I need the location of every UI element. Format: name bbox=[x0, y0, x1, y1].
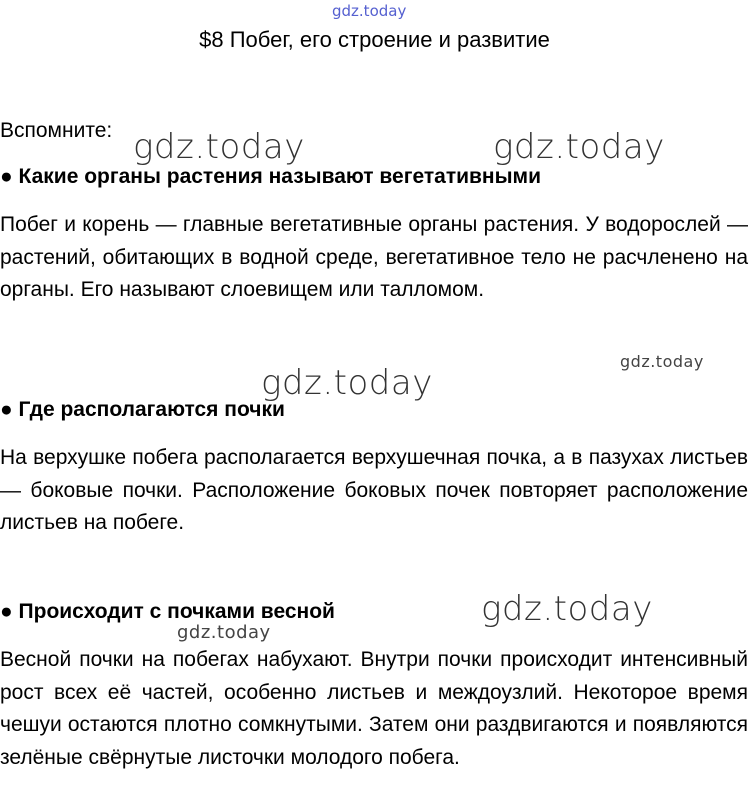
remember-label: Вспомните: bbox=[0, 119, 113, 142]
watermark-6: gdz.today bbox=[177, 622, 271, 643]
answer-1: Побег и корень — главные вегетативные органы растения. У водорослей — растений, обитающих в водной среде, вегетативное тело не расчленено на органы. Его называют слоевищем или талломом. bbox=[0, 213, 748, 301]
watermark-3: gdz.today bbox=[620, 352, 704, 371]
watermark-5: gdz.today bbox=[481, 589, 653, 629]
question-3: ● Происходит с почками весной bbox=[0, 600, 335, 623]
watermark-2: gdz.today bbox=[493, 127, 665, 167]
page-title: $8 Побег, его строение и развитие bbox=[199, 27, 550, 52]
watermark-4: gdz.today bbox=[261, 363, 433, 403]
question-2: ● Где располагаются почки bbox=[0, 398, 285, 421]
watermark-top: gdz.today bbox=[332, 2, 407, 20]
watermark-1: gdz.today bbox=[133, 127, 305, 167]
answer-2: На верхушке побега располагается верхушечная почка, а в пазухах листьев — боковые почки. Расположение боковых почек повторяет расположение листьев на побеге. bbox=[0, 446, 748, 534]
answer-3: Весной почки на побегах набухают. Внутри почки происходит интенсивный рост всех её частей, особенно листьев и междоузлий. Некоторое время чешуи остаются плотно сомкнутыми. Затем они раздвигаются и появляются зелёные свёрнутые листочки молодого побега. bbox=[0, 648, 748, 769]
question-1: ● Какие органы растения называют вегетативными bbox=[0, 165, 541, 188]
